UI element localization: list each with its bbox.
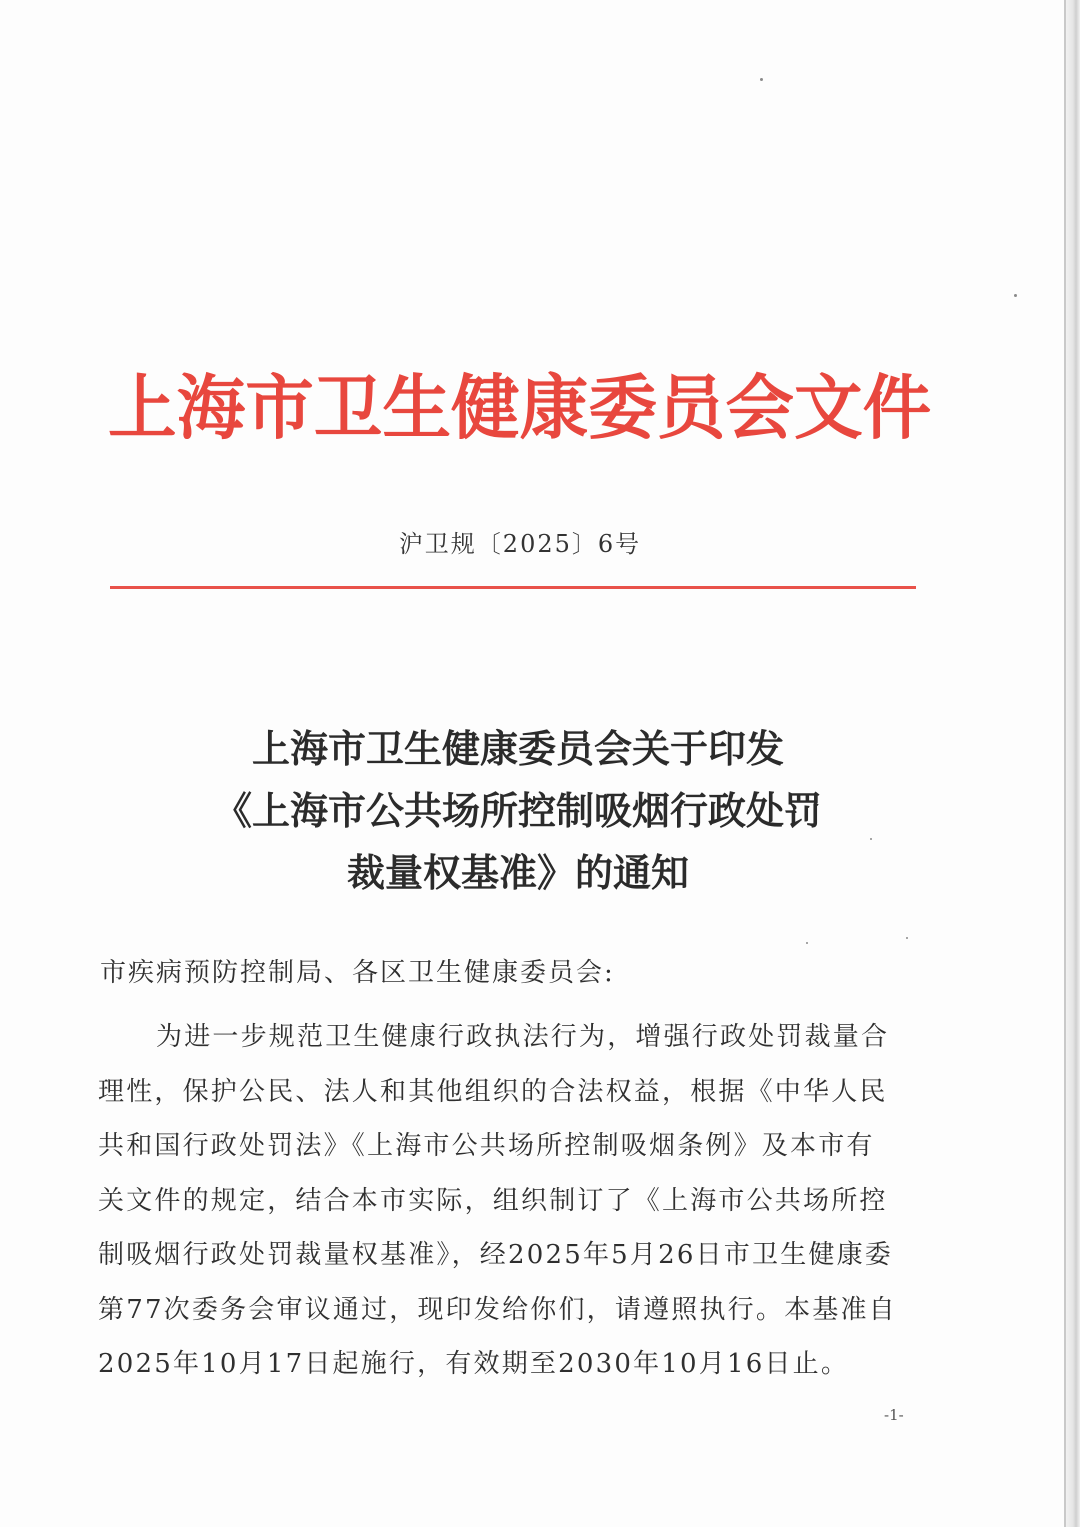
- scan-speck: [906, 937, 908, 939]
- notice-heading: [0, 718, 1036, 904]
- red-separator-rule: [110, 586, 916, 589]
- page-edge-shadow: [1064, 0, 1080, 1527]
- body-paragraph: [98, 1010, 928, 1392]
- scan-speck: [760, 78, 763, 81]
- heading-line: 上海市卫生健康委员会关于印发: [251, 727, 784, 771]
- issuer-title: 上海市卫生健康委员会文件: [108, 366, 932, 449]
- body-line: 制吸烟行政处罚裁量权基准》，经2025年5月26日市卫生健康委: [98, 1240, 893, 1270]
- heading-line: 《上海市公共场所控制吸烟行政处罚: [213, 789, 822, 833]
- scan-speck: [806, 942, 808, 944]
- salutation: 市疾病预防控制局、各区卫生健康委员会:: [100, 958, 615, 988]
- page-number: -1-: [884, 1406, 904, 1424]
- body-line: 共和国行政处罚法》《上海市公共场所控制吸烟条例》及本市有: [98, 1131, 875, 1161]
- document-number: 沪卫规〔2025〕6号: [398, 530, 642, 558]
- body-line: 第77次委务会审议通过，现印发给你们，请遵照执行。本基准自: [98, 1294, 897, 1325]
- scan-speck: [1014, 294, 1017, 297]
- body-line: 理性，保护公民、法人和其他组织的合法权益，根据《中华人民: [98, 1076, 888, 1107]
- heading-line: 裁量权基准》的通知: [346, 851, 689, 895]
- page-edge-line: [1064, 0, 1066, 1527]
- body-line: 关文件的规定，结合本市实际，组织制订了《上海市公共场所控: [98, 1185, 888, 1216]
- body-line: 为进一步规范卫生健康行政执法行为，增强行政处罚裁量合: [156, 1022, 890, 1052]
- body-line: 2025年10月17日起施行，有效期至2030年10月16日止。: [98, 1349, 850, 1379]
